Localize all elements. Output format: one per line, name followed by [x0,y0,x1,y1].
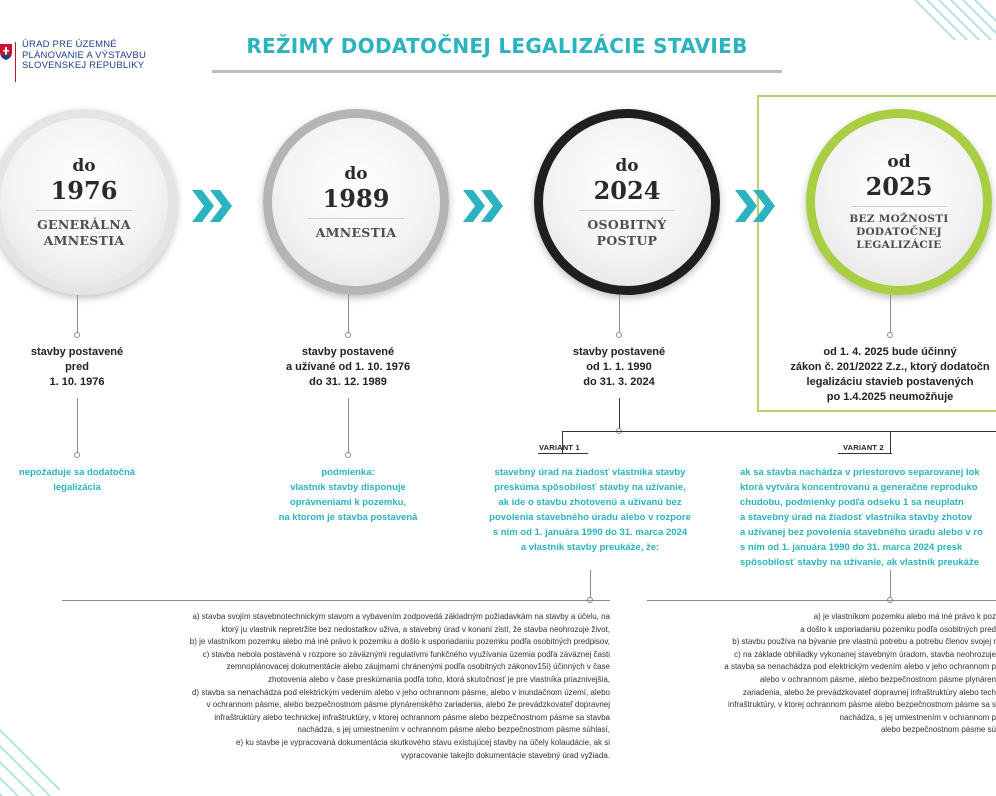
connector-line [619,398,620,431]
org-name [22,40,146,72]
connector-line [890,431,891,453]
stage-circle-2025 [806,109,992,295]
variant-2-details: a) je vlastníkom pozemku alebo má iné právo k poz a došlo k usporiadaniu pozemku podľa osobitných pred b) stavbu používa na bývanie pre vlastnú potrebu a potrebu členov svojej r c) na základe obhliadky vykonanej stavebným úradom, stavba neohrozuje a stavba sa nenachádza pod elektrickým vedením alebo v jeho ochrannom p alebo v ochrannom pásme, alebo bezpečnostnom pásme plynáren zariadenia, alebo že prevádzkovateľ dopravnej infraštruktúry alebo tech infraštruktúry, v ktorej ochrannom pásme alebo bezpečnostnom pásme sa s nachádza, s jej umiestnením v ochrannom p alebo bezpečnostnom pásme sú [724,612,996,735]
stage-description-1989: stavby postavené a užívané od 1. 10. 1976 do 31. 12. 1989 [285,346,411,388]
stage-year: 1976 [50,175,118,205]
stage-separator [308,218,404,219]
stage-separator [36,210,132,211]
details-rule [62,600,610,601]
variant-underline [838,453,892,454]
stage-condition-1989: podmienka: vlastník stavby disponuje oprávneniami k pozemku, na ktorom je stavba postavená [278,467,418,523]
stage-year: 2025 [865,172,933,201]
org-name-line3: SLOVENSKEJ REPUBLIKY [22,60,145,71]
decor-stripes-top-right [880,0,996,40]
stage-label: OSOBITNÝ POSTUP [587,216,667,248]
double-chevron-right-icon [461,186,507,226]
connector-line [619,295,620,335]
stage-year: 1989 [322,183,390,213]
double-chevron-right-icon [733,186,779,226]
connector-line [348,295,349,335]
stage-circle-1989 [263,109,449,295]
stage-label: GENERÁLNA AMNESTIA [37,216,131,248]
stage-separator [579,210,675,211]
connector-dot [887,332,893,338]
stage-condition-1976: nepožaduje sa dodatočná legalizácia [18,467,136,493]
connector-line [890,570,891,600]
stage-year: 2024 [593,175,661,205]
stage-label: BEZ MOŽNOSTI DODATOČNEJ LEGALIZÁCIE [849,213,949,251]
connector-line [77,398,78,454]
connector-line [348,398,349,454]
connector-dot [74,332,80,338]
stage-description-2025: od 1. 4. 2025 bude účinný zákon č. 201/2022 Z.z., ktorý dodatočn legalizáciu stavieb postavených po 1.4.2025 neumožňuje [790,346,990,403]
org-name-line2: PLÁNOVANIE A VÝSTAVBU [22,49,147,61]
connector-line [890,295,891,335]
connector-dot [345,332,351,338]
stage-prefix: od [887,152,911,172]
variant-1-text: stavebný úrad na žiadosť vlastníka stavby preskúma spôsobilosť stavby na užívanie, ak ide o stavbu zhotovenú a užívanú bez povolenia stavebného úradu alebo v rozpore s ním od 1. januára 1990 do 31. marca 2024 a vlastník stavby preukáže, že: [489,467,691,553]
variant-1-label: VARIANT 1 [539,443,580,452]
stage-circle-1976 [0,109,177,295]
connector-line [590,570,591,600]
org-name-line1: ÚRAD PRE ÚZEMNÉ [22,39,117,50]
variant-underline [538,453,588,454]
org-logo [0,40,180,84]
stage-label: AMNESTIA [315,224,397,240]
variant-2-label: VARIANT 2 [843,443,884,452]
stage-circle-2024 [534,109,720,295]
connector-line [77,295,78,335]
variant-branch-line [562,431,996,432]
page-title: REŽIMY DODATOČNEJ LEGALIZÁCIE STAVIEB [246,34,748,58]
stage-prefix: do [344,163,368,184]
stage-description-1976: stavby postavené pred 1. 10. 1976 [30,346,124,388]
details-rule [647,600,996,601]
connector-dot [616,332,622,338]
variant-1-details: a) stavba svojím stavebnotechnickým stavom a vybavením zodpovedá základným požiadavkám na stavby a účelu, na ktorý ju vlastník nepretržite bez nedostatkov užíva, a stavebný úrad v konaní zistí, že stavba neohrozuje život, b) je vlastníkom pozemku alebo má iné právo k pozemku a došlo k usporiadaniu pozemku podľa osobitných predpisov, c) stavba nebola postavená v rozpore so záväznými regulatívmi funkčného využívania územia podľa záväznej časti zemnoplánovacej dokumentácie alebo záujmami chránenými podľa osobitných zákonov15i) účinných v čase zhotovenia alebo v čase preskúmania podľa toho, ktorá skutočnosť je pre vlastníka priaznivejšia, d) stavba sa nenachádza pod elektrickým vedením alebo v jeho ochrannom pásme, alebo v inundačnom území, alebo v ochrannom pásme, alebo bezpečnostnom pásme plynárenského zariadenia, alebo že prevádzkovateľ dopravnej infraštruktúry alebo technickej infraštruktúry, v ktorej ochrannom pásme alebo bezpečnostnom pásme sa stavba nachádza, s jej umiestnením v ochrannom pásme alebo bezpečnostnom pásme súhlasí, e) ku stavbe je vypracovaná dokumentácia skutkového stavu existujúcej stavby na účely kolaudácie, ak si vypracovanie takejto dokumentácie stavebný úrad vyžiada. [189,612,610,760]
stage-prefix: do [72,155,96,176]
coat-of-arms-icon [0,44,12,60]
connector-dot [74,452,80,458]
variant-2-text: ak sa stavba nachádza v priestorovo separovanej lok ktorá vytvára koncentrovanú a generačne reproduko chudobu, podmienky podľa odseku 1 sa neuplatn a stavebný úrad na žiadosť vlastníka stavby zhotov a užívanej bez povolenia stavebného úradu alebo v ro s ním od 1. januára 1990 do 31. marca 2024 presk spôsobilosť stavby na užívanie, ak vlastník preukáže [740,467,983,568]
decor-stripes-bottom-left [0,650,60,796]
double-chevron-right-icon [190,186,236,226]
connector-dot [345,452,351,458]
stage-prefix: do [615,155,639,176]
logo-divider [15,42,16,82]
title-underline [212,70,782,73]
stage-description-2024: stavby postavené od 1. 1. 1990 do 31. 3. 2024 [572,346,666,388]
stage-separator [851,206,947,207]
